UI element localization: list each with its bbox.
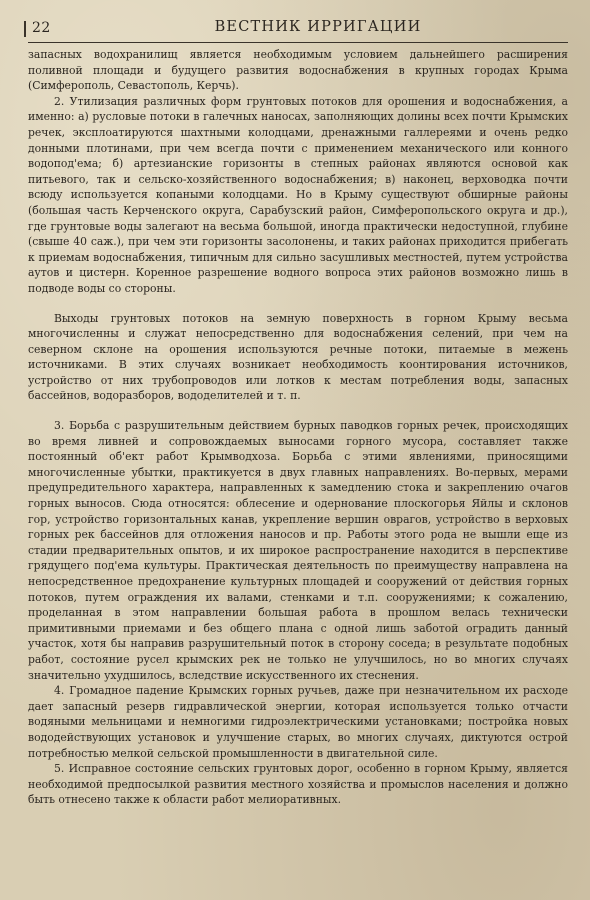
page-header — [28, 18, 568, 43]
article-body — [28, 47, 568, 808]
paragraph-item-2: 2. Утилизация различных форм грунтовых потоков для орошения и водоснабжения, а именно: а) русловые потоки в галечных наносах, заполняющих долины всех почти Крымских речек, эксплоатируются шахтными колодцами, дренажными галлереями и очень редко донными плотинами, при чем всегда почти с применением механического или конного водопод'ема; б) артезианские горизонты в степных районах являются основой как питьевого, так и сельско-хозяйственного водоснабжения; в) наконец, верховодка почти всюду используется копаными колодцами. Но в Крыму существуют обширные районы (большая часть Керченского округа, Сарабузский район, Симферопольского округа и др.), где грунтовые воды залегают на весьма большой, иногда практически недоступной, глубине (свыше 40 саж.), при чем эти горизонты засолонены, и таких районах приходится прибегать к приемам водоснабжения, типичным для сильно засушливых местностей, путем устройства аутов и цистерн. Коренное разрешение водного вопроса этих районов возможно лишь в подводе воды со стороны. — [28, 94, 568, 295]
paragraph-item-4: 4. Громадное падение Крымских горных ручьев, даже при незначительном их расходе дает запасный резерв гидравлической энергии, которая используется только отчасти водяными мельницами и немногими гидроэлектрическими установками; постройка новых вододействующих установок и улучшение старых, во многих случаях, диктуются острой потребностью мелкой сельской промышленности в двигательной силе. — [28, 684, 568, 760]
running-title: ВЕСТНИК ИРРИГАЦИИ — [214, 19, 422, 35]
paragraph-item-5: 5. Исправное состояние сельских грунтовых дорог, особенно в горном Крыму, является необходимой предпосылкой развития местного хозяйства и промыслов населения и должно быть отнесено также к области работ мелиоративных. — [28, 762, 568, 807]
paragraph-continuation: запасных водохранилищ является необходимым условием дальнейшего расширения поливной площади и будущего развития водоснабжения в крупных городах Крыма (Симферополь, Севастополь, Керчь). — [28, 48, 568, 93]
page-number: 22 — [32, 20, 51, 36]
paragraph-springs: Выходы грунтовых потоков на земную поверхность в горном Крыму весьма многочисленны и служат непосредственно для водоснабжения селений, при чем на северном склоне на орошения используются речные потоки, питаемые в межень источниками. В этих случаях возникает необходимость коонтирования источников, устройство от них трубопроводов или лотков к местам потребления воды, запасных бассейнов, водоразборов, вододелителей и т. п. — [28, 311, 568, 403]
journal-page — [28, 18, 568, 888]
paragraph-item-3: 3. Борьба с разрушительным действием бурных паводков горных речек, происходящих во время ливней и сопровождаемых выносами горного мусора, составляет также постоянный об'ект работ Крымводхоза. Борьба с этими явлениями, приносящими многочисленные убытки, практикуется в двух главных направлениях. Во-первых, мерами предупредительного характера, направленных к замедлению стока и закреплению очагов горных выносов. Сюда относятся: облесение и одернование плоскогорья Яйлы и склонов гор, устройство горизонтальных канав, укрепление вершин оврагов, устройство в верховых горных рек бассейнов для отложения наносов и пр. Работы этого рода не вышли еще из стадии предварительных опытов, и их широкое распространение находится в перспективе грядущего под'ема культуры. Практическая деятельность по преимуществу направлена на непосредственное предохранение культурных площадей и сооружений от действия горных потоков, путем ограждения их валами, стенками и т.п. сооружениями; к сожалению, проделанная в этом направлении большая работа в прошлом велась технически примитивными приемами и без общего плана с одной лишь заботой оградить данный участок, хотя бы направив разрушительный поток в сторону соседа; в результате подобных работ, состояние русел крымских рек не только не улучшилось, но во многих случаях значительно ухудшилось, вследствие искусственного их стеснения. — [28, 419, 568, 682]
